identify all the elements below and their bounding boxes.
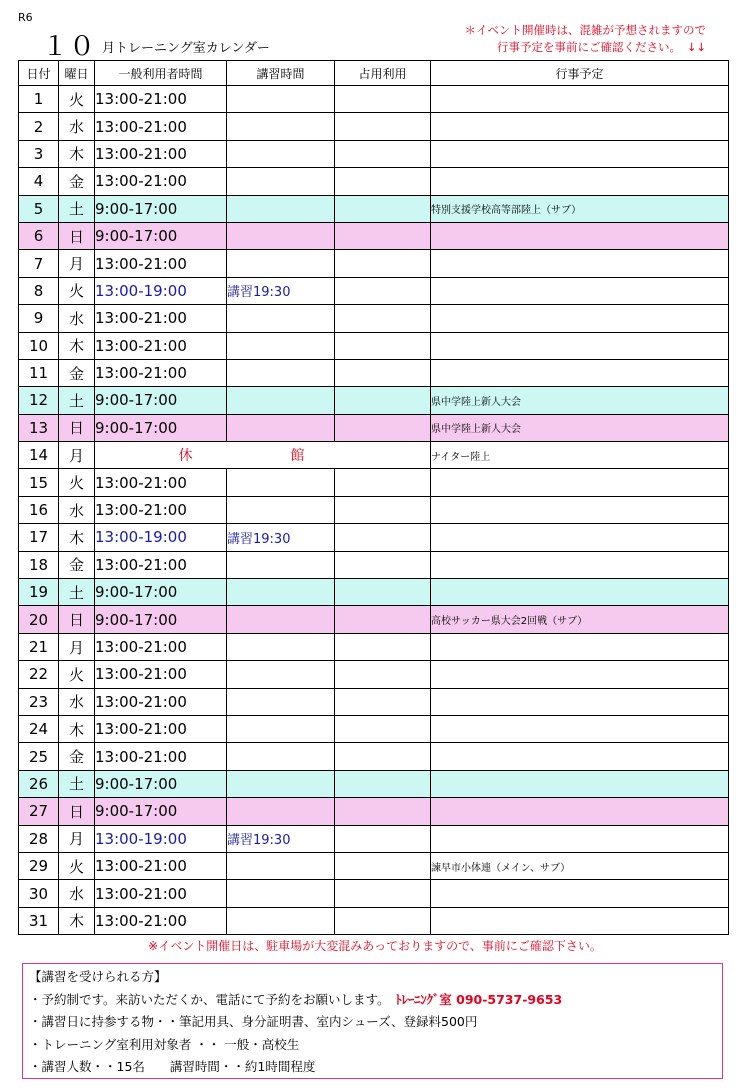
info-line: ・トレーニング室利用対象者 ・・ 一般・高校生	[29, 1036, 300, 1052]
table-row	[19, 359, 729, 386]
hours-cell: 13:00-21:00	[95, 715, 227, 742]
hours-cell: 9:00-17:00	[95, 798, 227, 825]
weekday-cell: 日	[59, 606, 95, 633]
weekday-cell: 金	[59, 359, 95, 386]
day-cell: 30	[19, 880, 59, 907]
event-cell	[431, 633, 729, 660]
parking-footnote: ※イベント開催日は、駐車場が大変混みあっておりますので、事前にご確認下さい。	[148, 939, 602, 953]
occupied-cell	[335, 825, 431, 852]
event-cell	[431, 715, 729, 742]
event-cell	[431, 524, 729, 551]
weekday-cell: 火	[59, 277, 95, 304]
day-cell: 31	[19, 907, 59, 934]
occupied-cell	[335, 469, 431, 496]
col-header-occupied-use: 占用利用	[335, 61, 431, 86]
info-line-text: ・予約制です。来訪いただくか、電話にて予約をお願いします。	[29, 991, 390, 1007]
event-cell: 特別支援学校高等部陸上（サブ）	[431, 195, 729, 222]
lecture-cell	[227, 633, 335, 660]
weekday-cell: 月	[59, 250, 95, 277]
event-cell: ナイター陸上	[431, 442, 729, 469]
event-cell	[431, 86, 729, 113]
table-row	[19, 496, 729, 523]
col-header-date: 日付	[19, 61, 59, 86]
lecture-cell	[227, 222, 335, 249]
hours-cell: 13:00-19:00	[95, 524, 227, 551]
table-row	[19, 469, 729, 496]
occupied-cell	[335, 524, 431, 551]
weekday-cell: 水	[59, 688, 95, 715]
weekday-cell: 金	[59, 743, 95, 770]
table-row	[19, 798, 729, 825]
calendar-body	[19, 86, 729, 935]
table-row	[19, 880, 729, 907]
day-cell: 6	[19, 222, 59, 249]
weekday-cell: 木	[59, 524, 95, 551]
info-line	[29, 989, 716, 1012]
table-row	[19, 688, 729, 715]
hours-cell: 13:00-21:00	[95, 250, 227, 277]
hours-cell: 13:00-21:00	[95, 551, 227, 578]
col-header-lecture-time: 講習時間	[227, 61, 335, 86]
hours-cell: 13:00-21:00	[95, 113, 227, 140]
weekday-cell: 月	[59, 825, 95, 852]
weekday-cell: 火	[59, 469, 95, 496]
lecture-cell	[227, 798, 335, 825]
weekday-cell: 木	[59, 715, 95, 742]
weekday-cell: 水	[59, 880, 95, 907]
day-cell: 21	[19, 633, 59, 660]
lecture-cell	[227, 579, 335, 606]
hours-cell: 13:00-21:00	[95, 633, 227, 660]
lecture-cell	[227, 907, 335, 934]
calendar-table	[18, 60, 729, 935]
weekday-cell: 月	[59, 442, 95, 469]
lecture-cell: 講習19:30	[227, 825, 335, 852]
occupied-cell	[335, 140, 431, 167]
lecture-cell	[227, 305, 335, 332]
lecture-cell	[227, 359, 335, 386]
hours-cell: 13:00-21:00	[95, 359, 227, 386]
hours-cell: 13:00-21:00	[95, 496, 227, 523]
day-cell: 4	[19, 168, 59, 195]
occupied-cell	[335, 770, 431, 797]
occupied-cell	[335, 688, 431, 715]
event-cell	[431, 469, 729, 496]
event-cell: 高校サッカー県大会2回戦（サブ）	[431, 606, 729, 633]
lecture-cell	[227, 688, 335, 715]
table-row	[19, 442, 729, 469]
table-row	[19, 140, 729, 167]
occupied-cell	[335, 606, 431, 633]
hours-cell: 9:00-17:00	[95, 770, 227, 797]
lecture-cell	[227, 852, 335, 879]
weekday-cell: 日	[59, 414, 95, 441]
day-cell: 1	[19, 86, 59, 113]
table-row	[19, 743, 729, 770]
weekday-cell: 木	[59, 907, 95, 934]
hours-cell: 9:00-17:00	[95, 606, 227, 633]
phone-number: ﾄﾚｰﾆﾝｸﾞ室 090-5737-9653	[395, 991, 563, 1007]
era-label: R6	[18, 11, 33, 24]
day-cell: 5	[19, 195, 59, 222]
table-row	[19, 579, 729, 606]
table-row	[19, 332, 729, 359]
lecture-cell	[227, 414, 335, 441]
table-row	[19, 168, 729, 195]
occupied-cell	[335, 250, 431, 277]
event-cell	[431, 907, 729, 934]
table-row	[19, 305, 729, 332]
lecture-cell	[227, 743, 335, 770]
table-row	[19, 387, 729, 414]
day-cell: 10	[19, 332, 59, 359]
table-row	[19, 222, 729, 249]
day-cell: 9	[19, 305, 59, 332]
occupied-cell	[335, 359, 431, 386]
day-cell: 18	[19, 551, 59, 578]
weekday-cell: 火	[59, 852, 95, 879]
day-cell: 29	[19, 852, 59, 879]
day-cell: 28	[19, 825, 59, 852]
hours-cell: 13:00-21:00	[95, 661, 227, 688]
event-cell	[431, 688, 729, 715]
day-cell: 14	[19, 442, 59, 469]
lecture-cell	[227, 86, 335, 113]
weekday-cell: 火	[59, 86, 95, 113]
occupied-cell	[335, 168, 431, 195]
event-cell	[431, 250, 729, 277]
event-cell: 県中学陸上新人大会	[431, 387, 729, 414]
event-cell	[431, 305, 729, 332]
event-cell	[431, 825, 729, 852]
occupied-cell	[335, 661, 431, 688]
hours-cell: 13:00-21:00	[95, 305, 227, 332]
weekday-cell: 金	[59, 168, 95, 195]
lecture-cell	[227, 770, 335, 797]
hours-cell: 13:00-21:00	[95, 469, 227, 496]
event-notice-line: ＊イベント開催時は、混雑が予想されますので	[464, 23, 706, 37]
lecture-cell	[227, 880, 335, 907]
table-row	[19, 524, 729, 551]
event-cell	[431, 277, 729, 304]
hours-cell: 13:00-21:00	[95, 852, 227, 879]
hours-cell: 13:00-21:00	[95, 168, 227, 195]
lecture-cell	[227, 606, 335, 633]
weekday-cell: 日	[59, 222, 95, 249]
occupied-cell	[335, 222, 431, 249]
table-row	[19, 195, 729, 222]
event-cell	[431, 222, 729, 249]
lecture-cell	[227, 496, 335, 523]
hours-cell: 9:00-17:00	[95, 414, 227, 441]
event-cell	[431, 579, 729, 606]
event-cell: 諫早市小体連（メイン、サブ）	[431, 852, 729, 879]
weekday-cell: 水	[59, 113, 95, 140]
page-title: 月トレーニング室カレンダー	[102, 41, 270, 56]
day-cell: 24	[19, 715, 59, 742]
occupied-cell	[335, 86, 431, 113]
event-cell	[431, 551, 729, 578]
weekday-cell: 土	[59, 195, 95, 222]
day-cell: 20	[19, 606, 59, 633]
day-cell: 19	[19, 579, 59, 606]
event-cell	[431, 359, 729, 386]
hours-cell: 13:00-21:00	[95, 332, 227, 359]
table-row	[19, 825, 729, 852]
occupied-cell	[335, 715, 431, 742]
hours-cell: 13:00-21:00	[95, 880, 227, 907]
closed-cell: 休 館	[95, 442, 431, 469]
lecture-cell	[227, 113, 335, 140]
hours-cell: 13:00-21:00	[95, 140, 227, 167]
occupied-cell	[335, 852, 431, 879]
hours-cell: 9:00-17:00	[95, 579, 227, 606]
day-cell: 16	[19, 496, 59, 523]
table-row	[19, 277, 729, 304]
occupied-cell	[335, 496, 431, 523]
weekday-cell: 木	[59, 332, 95, 359]
lecture-cell	[227, 140, 335, 167]
lecture-cell: 講習19:30	[227, 277, 335, 304]
occupied-cell	[335, 305, 431, 332]
event-cell	[431, 496, 729, 523]
weekday-cell: 月	[59, 633, 95, 660]
table-row	[19, 86, 729, 113]
table-row	[19, 770, 729, 797]
day-cell: 23	[19, 688, 59, 715]
header-row	[19, 61, 729, 86]
table-row	[19, 250, 729, 277]
weekday-cell: 木	[59, 140, 95, 167]
table-row	[19, 113, 729, 140]
day-cell: 11	[19, 359, 59, 386]
event-cell	[431, 332, 729, 359]
day-cell: 22	[19, 661, 59, 688]
event-cell	[431, 880, 729, 907]
occupied-cell	[335, 798, 431, 825]
occupied-cell	[335, 907, 431, 934]
hours-cell: 13:00-19:00	[95, 825, 227, 852]
weekday-cell: 日	[59, 798, 95, 825]
hours-cell: 13:00-21:00	[95, 86, 227, 113]
info-heading: 【講習を受けられる方】	[29, 969, 167, 984]
hours-cell: 13:00-21:00	[95, 743, 227, 770]
occupied-cell	[335, 332, 431, 359]
day-cell: 13	[19, 414, 59, 441]
lecture-cell: 講習19:30	[227, 524, 335, 551]
weekday-cell: 土	[59, 387, 95, 414]
hours-cell: 9:00-17:00	[95, 195, 227, 222]
lecture-cell	[227, 715, 335, 742]
hours-cell: 13:00-19:00	[95, 277, 227, 304]
info-line: ・講習日に持参する物・・筆記用具、身分証明書、室内シューズ、登録料500円	[29, 1014, 478, 1030]
hours-cell: 9:00-17:00	[95, 387, 227, 414]
occupied-cell	[335, 880, 431, 907]
table-row	[19, 551, 729, 578]
occupied-cell	[335, 414, 431, 441]
month-number: １０	[42, 32, 97, 62]
event-cell	[431, 113, 729, 140]
lecture-info-box	[22, 963, 723, 1079]
hours-cell: 9:00-17:00	[95, 222, 227, 249]
table-row	[19, 414, 729, 441]
lecture-cell	[227, 551, 335, 578]
day-cell: 12	[19, 387, 59, 414]
event-cell	[431, 661, 729, 688]
event-cell	[431, 168, 729, 195]
day-cell: 7	[19, 250, 59, 277]
table-row	[19, 907, 729, 934]
weekday-cell: 水	[59, 305, 95, 332]
table-row	[19, 661, 729, 688]
occupied-cell	[335, 387, 431, 414]
lecture-cell	[227, 387, 335, 414]
event-cell	[431, 798, 729, 825]
day-cell: 27	[19, 798, 59, 825]
event-notice	[406, 22, 706, 56]
day-cell: 26	[19, 770, 59, 797]
event-cell: 県中学陸上新人大会	[431, 414, 729, 441]
occupied-cell	[335, 551, 431, 578]
col-header-weekday: 曜日	[59, 61, 95, 86]
weekday-cell: 火	[59, 661, 95, 688]
day-cell: 8	[19, 277, 59, 304]
event-notice-line: 行事予定を事前にご確認ください。 ↓↓	[496, 40, 706, 54]
lecture-cell	[227, 195, 335, 222]
weekday-cell: 土	[59, 579, 95, 606]
lecture-cell	[227, 332, 335, 359]
col-header-general-hours: 一般利用者時間	[95, 61, 227, 86]
day-cell: 2	[19, 113, 59, 140]
day-cell: 15	[19, 469, 59, 496]
day-cell: 25	[19, 743, 59, 770]
weekday-cell: 水	[59, 496, 95, 523]
col-header-events: 行事予定	[431, 61, 729, 86]
lecture-cell	[227, 168, 335, 195]
weekday-cell: 金	[59, 551, 95, 578]
occupied-cell	[335, 633, 431, 660]
lecture-cell	[227, 661, 335, 688]
info-line: ・講習人数・・15名 講習時間・・約1時間程度	[29, 1059, 316, 1075]
table-row	[19, 715, 729, 742]
hours-cell: 13:00-21:00	[95, 907, 227, 934]
occupied-cell	[335, 195, 431, 222]
event-cell	[431, 140, 729, 167]
event-cell	[431, 743, 729, 770]
day-cell: 17	[19, 524, 59, 551]
occupied-cell	[335, 113, 431, 140]
lecture-cell	[227, 469, 335, 496]
day-cell: 3	[19, 140, 59, 167]
lecture-cell	[227, 250, 335, 277]
occupied-cell	[335, 743, 431, 770]
event-cell	[431, 770, 729, 797]
occupied-cell	[335, 277, 431, 304]
table-row	[19, 606, 729, 633]
hours-cell: 13:00-21:00	[95, 688, 227, 715]
table-row	[19, 852, 729, 879]
occupied-cell	[335, 579, 431, 606]
table-row	[19, 633, 729, 660]
weekday-cell: 土	[59, 770, 95, 797]
